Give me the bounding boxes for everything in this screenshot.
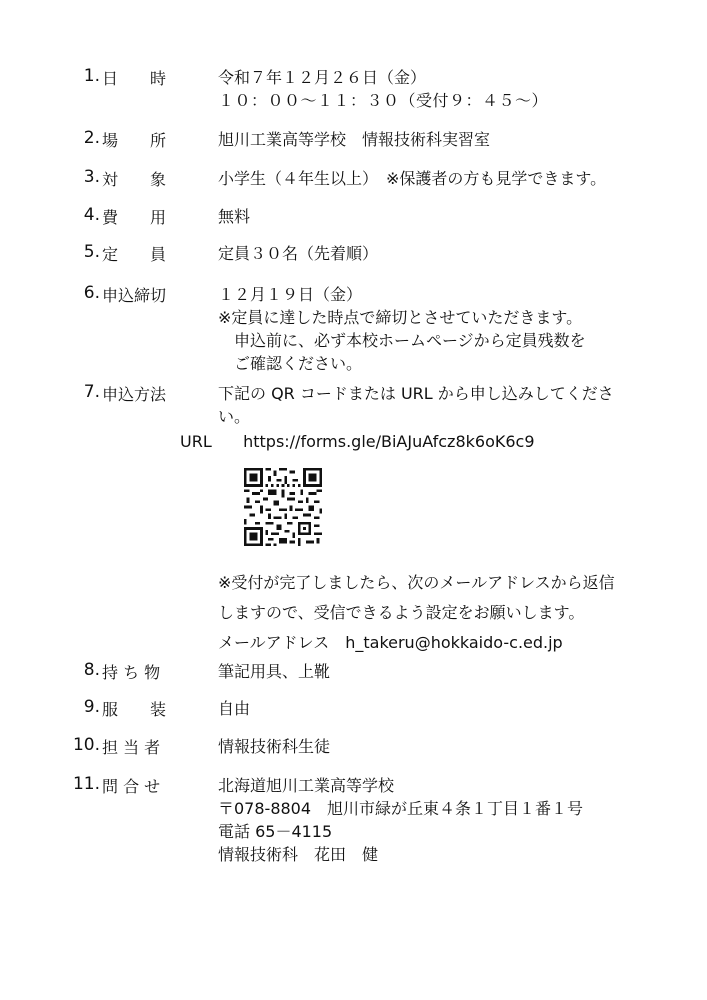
notice-line: ※受付が完了しましたら、次のメールアドレスから返信 [218, 573, 615, 592]
item-label: 日 時 [102, 69, 167, 88]
item-value [218, 774, 658, 866]
item-number: 9. [83, 697, 100, 717]
item-label: 担 当 者 [102, 738, 161, 757]
item-label: 場 所 [102, 131, 167, 150]
item-label: 申込締切 [102, 286, 167, 305]
item-label: 対 象 [102, 170, 167, 189]
value-line: 北海道旭川工業高等学校 [218, 776, 395, 795]
value-line: １２月１９日（金） [218, 285, 363, 304]
value-line: い。 [218, 407, 251, 426]
url-row [180, 432, 535, 451]
item-label: 費 用 [102, 208, 167, 227]
value-line: 小学生（４年生以上） ※保護者の方も見学できます。 [218, 169, 607, 188]
value-line: ご確認ください。 [218, 354, 363, 373]
value-line: 自由 [218, 699, 251, 718]
item-value [218, 128, 658, 151]
item-number: 2. [83, 128, 100, 148]
value-line: １０：００～１１：３０（受付９：４５～） [218, 91, 549, 110]
item-number: 10. [72, 735, 100, 755]
item-number: 11. [72, 774, 100, 794]
item-number: 8. [83, 660, 100, 680]
form-url-link[interactable]: https://forms.gle/BiAJuAfcz8k6oK6c9 [243, 432, 535, 451]
value-line: 情報技術科 花田 健 [218, 845, 379, 864]
reply-mail-notice [218, 568, 678, 658]
mail-address-row [218, 628, 678, 658]
mail-address-label: メールアドレス [218, 633, 330, 652]
value-line: 令和７年１２月２６日（金） [218, 68, 427, 87]
value-line: 下記の QR コードまたは URL から申し込みしてくださ [218, 384, 614, 403]
url-label: URL [180, 432, 212, 451]
item-value [218, 735, 658, 758]
item-value [218, 205, 658, 228]
item-label: 申込方法 [102, 385, 167, 404]
value-line: 旭川工業高等学校 情報技術科実習室 [218, 130, 491, 149]
value-line: 筆記用具、上靴 [218, 662, 331, 681]
item-value [218, 242, 658, 265]
item-number: 1. [83, 66, 100, 86]
item-number: 3. [83, 167, 100, 187]
item-value [218, 382, 658, 428]
item-value [218, 697, 658, 720]
item-label: 問 合 せ [102, 777, 161, 796]
item-value [218, 660, 658, 683]
item-number: 5. [83, 242, 100, 262]
value-line: 電話 65－4115 [218, 822, 333, 841]
notice-line: しますので、受信できるよう設定をお願いします。 [218, 603, 585, 622]
item-number: 4. [83, 205, 100, 225]
value-line: 定員３０名（先着順） [218, 244, 379, 263]
item-value [218, 167, 658, 190]
item-label: 定 員 [102, 245, 167, 264]
item-value [218, 283, 658, 375]
value-line: 〒078-8804 旭川市緑が丘東４条１丁目１番１号 [218, 799, 584, 818]
qr-code-icon[interactable] [244, 468, 322, 546]
item-label: 服 装 [102, 700, 167, 719]
mail-address-link[interactable]: h_takeru@hokkaido-c.ed.jp [345, 633, 563, 652]
item-number: 6. [83, 283, 100, 303]
value-line: 情報技術科生徒 [218, 737, 331, 756]
item-value [218, 66, 658, 112]
item-label: 持 ち 物 [102, 663, 161, 682]
item-number: 7. [83, 382, 100, 402]
value-line: 申込前に、必ず本校ホームページから定員残数を [218, 331, 586, 350]
value-line: ※定員に達した時点で締切とさせていただきます。 [218, 308, 583, 327]
value-line: 無料 [218, 207, 251, 226]
